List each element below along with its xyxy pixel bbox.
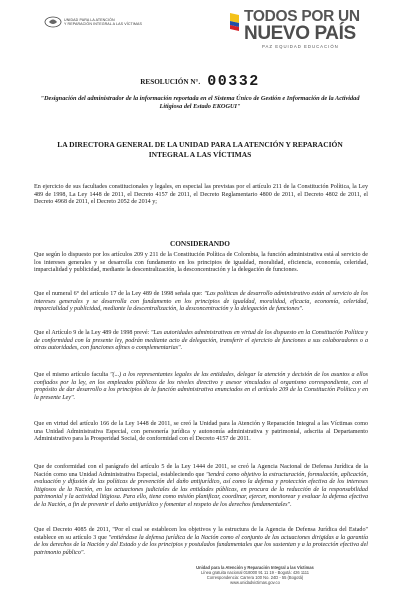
paragraph-text: Que en virtud del artículo 166 de la Ley 1448 de 2011, se creó la Unidad para la Atención y Reparación Integral a las Víctimas como una Unidad Administrativa Especial, con personería jurídica y autonomía administrativa y patrimonial, adscrita al Departamento Administrativo para la Prosperidad Social, de conformidad con el Decreto 4157 de 2011. [34, 421, 368, 442]
slogan-line-2: NUEVO PAÍS [244, 23, 356, 44]
paragraph-text: Que según lo dispuesto por los artículos 209 y 211 de la Constitución Política de Colombia, la función administrativa está al servicio de los intereses generales y se desarrolla con fundamento en los principios de igualdad, moralidad, eficiencia, economía, celeridad, imparcialidad y publicidad, mediante la descentralización, la desconcentración y la delegación de funciones. [34, 252, 368, 273]
paragraph-text: Que de conformidad con el parágrafo del artículo 5 de la Ley 1444 de 2011, se creó la Agencia Nacional de Defensa Jurídica de la Nación como una Unidad Administrativa Especial, estableciendo que [34, 464, 368, 478]
paragraph-quote: "tendrá como objetivo la estructuración, formulación, aplicación, evaluación y difusión de las políticas de prevención del daño antijurídico, así como la defensa y protección efectiva de los intereses litigiosos de la Nación, en las actuaciones judiciales de las entidades públicas, en procura de la reducción de la responsabilidad patrimonial y la actividad litigiosa. Para ello, tiene como misión planificar, coordinar, ejercer, monitorear y evaluar la defensa efectiva de la Nación, a fin de prevenir el daño antijurídico y fomentar el respeto de los derechos fundamentales". [34, 471, 368, 508]
considering-paragraph [34, 252, 368, 275]
considering-paragraph [34, 464, 368, 509]
colombia-flag-icon [228, 12, 241, 34]
paragraph-text: Que el Decreto 4085 de 2011, "Por el cual se establecen los objetivos y la estructura de la Agencia de Defensa Jurídica del Estado" establece en su artículo 3 que [34, 527, 368, 541]
footer-phone: Línea gratuita nacional 018000 91 11 19 - Bogotá: 426 1111 [200, 569, 310, 575]
footer-website: www.unidadvictimas.gov.co [230, 579, 280, 585]
resolution-subject: "Designación del administrador de la información reportada en el Sistema Único de Gestión e Información de la Actividad Litigiosa del Estado EKOGUI" [40, 95, 360, 111]
entity-line-1: UNIDAD PARA LA ATENCIÓN [64, 18, 115, 22]
considering-paragraph [34, 291, 368, 314]
entity-logo [44, 10, 194, 38]
considerando-heading: CONSIDERANDO [169, 239, 230, 248]
resolution-number [0, 71, 400, 90]
issuer-title: LA DIRECTORA GENERAL DE LA UNIDAD PARA LA ATENCIÓN Y REPARACIÓN INTEGRAL A LAS VÍCTIMAS [57, 140, 343, 159]
paragraph-text: Que el mismo artículo faculta [34, 372, 110, 378]
entity-name [64, 18, 142, 26]
paragraph-quote: "Las políticas de desarrollo administrativo están al servicio de los intereses generales y se desarrolla con fundamento en los principios de igualdad, moralidad, eficacia, economía, celeridad, imparcialidad y publicidad, mediante la descentralización, la desconcentración y la delegación de funciones". [34, 291, 369, 312]
intro-paragraph: En ejercicio de sus facultades constitucionales y legales, en especial las previstas por el artículo 211 de la Constitución Política, la Ley 489 de 1998, La Ley 1448 de 2011, el Decreto 4157 de 2011, el Decreto Reglamentario 4800 de 2011, el Decreto 4802 de 2011, el Decreto 4968 de 2011, el Decreto 2052 de 2014 y; [34, 184, 368, 205]
footer-address: Correspondencia: Carrera 100 No. 24D - 55 (Bogotá) [206, 574, 304, 580]
government-slogan-logo [228, 6, 378, 54]
footer-entity: Unidad para la Atención y Reparación Integral a las Víctimas [196, 565, 314, 570]
slogan-tagline: PAZ EQUIDAD EDUCACIÓN [262, 44, 339, 49]
page-footer [130, 566, 380, 586]
paragraph-quote: "entiéndase la defensa jurídica de la Nación como el conjunto de las actuaciones dirigidas a la garantía de los derechos de la Nación y del Estado y de los principios y postulados fundamentales que los sustentan y a la protección efectiva del patrimonio público". [34, 534, 368, 556]
considering-paragraph [34, 330, 368, 353]
considering-paragraph [34, 372, 368, 402]
paragraph-text: Que el numeral 6° del artículo 17 de la Ley 489 de 1998 señala que: [34, 291, 205, 297]
resolution-stamp-number: 00332 [207, 73, 260, 90]
slogan-line-1: TODOS POR UN [244, 8, 360, 25]
resolution-label: RESOLUCIÓN N°. [140, 78, 201, 86]
paragraph-quote: "Las autoridades administrativas en virtud de los dispuesto en la Constitución Política y de conformidad con la presente ley, podrán mediante acto de delegación, transferir el ejercicio de funciones a sus colaboradores o a otras autoridades, con funciones afines o complementarias". [34, 330, 368, 351]
considering-paragraph [34, 527, 368, 557]
paragraph-quote: "(...) a los representantes legales de las entidades, delegar la atención y decisión de los asuntos a ellos confiados por la ley, en los empleados públicos de los niveles directivo y asesor vinculados al organismo correspondiente, con el propósito de dar desarrollo a los principios de la función administrativa enunciados en el artículo 209 de la Constitución Política y en la presente Ley". [34, 372, 368, 401]
coat-of-arms-icon [44, 16, 62, 28]
considering-paragraph [34, 421, 368, 444]
entity-line-2: Y REPARACIÓN INTEGRAL A LAS VÍCTIMAS [64, 22, 143, 27]
paragraph-text: Que el Artículo 9 de la Ley 489 de 1998 prevé: [34, 330, 151, 336]
